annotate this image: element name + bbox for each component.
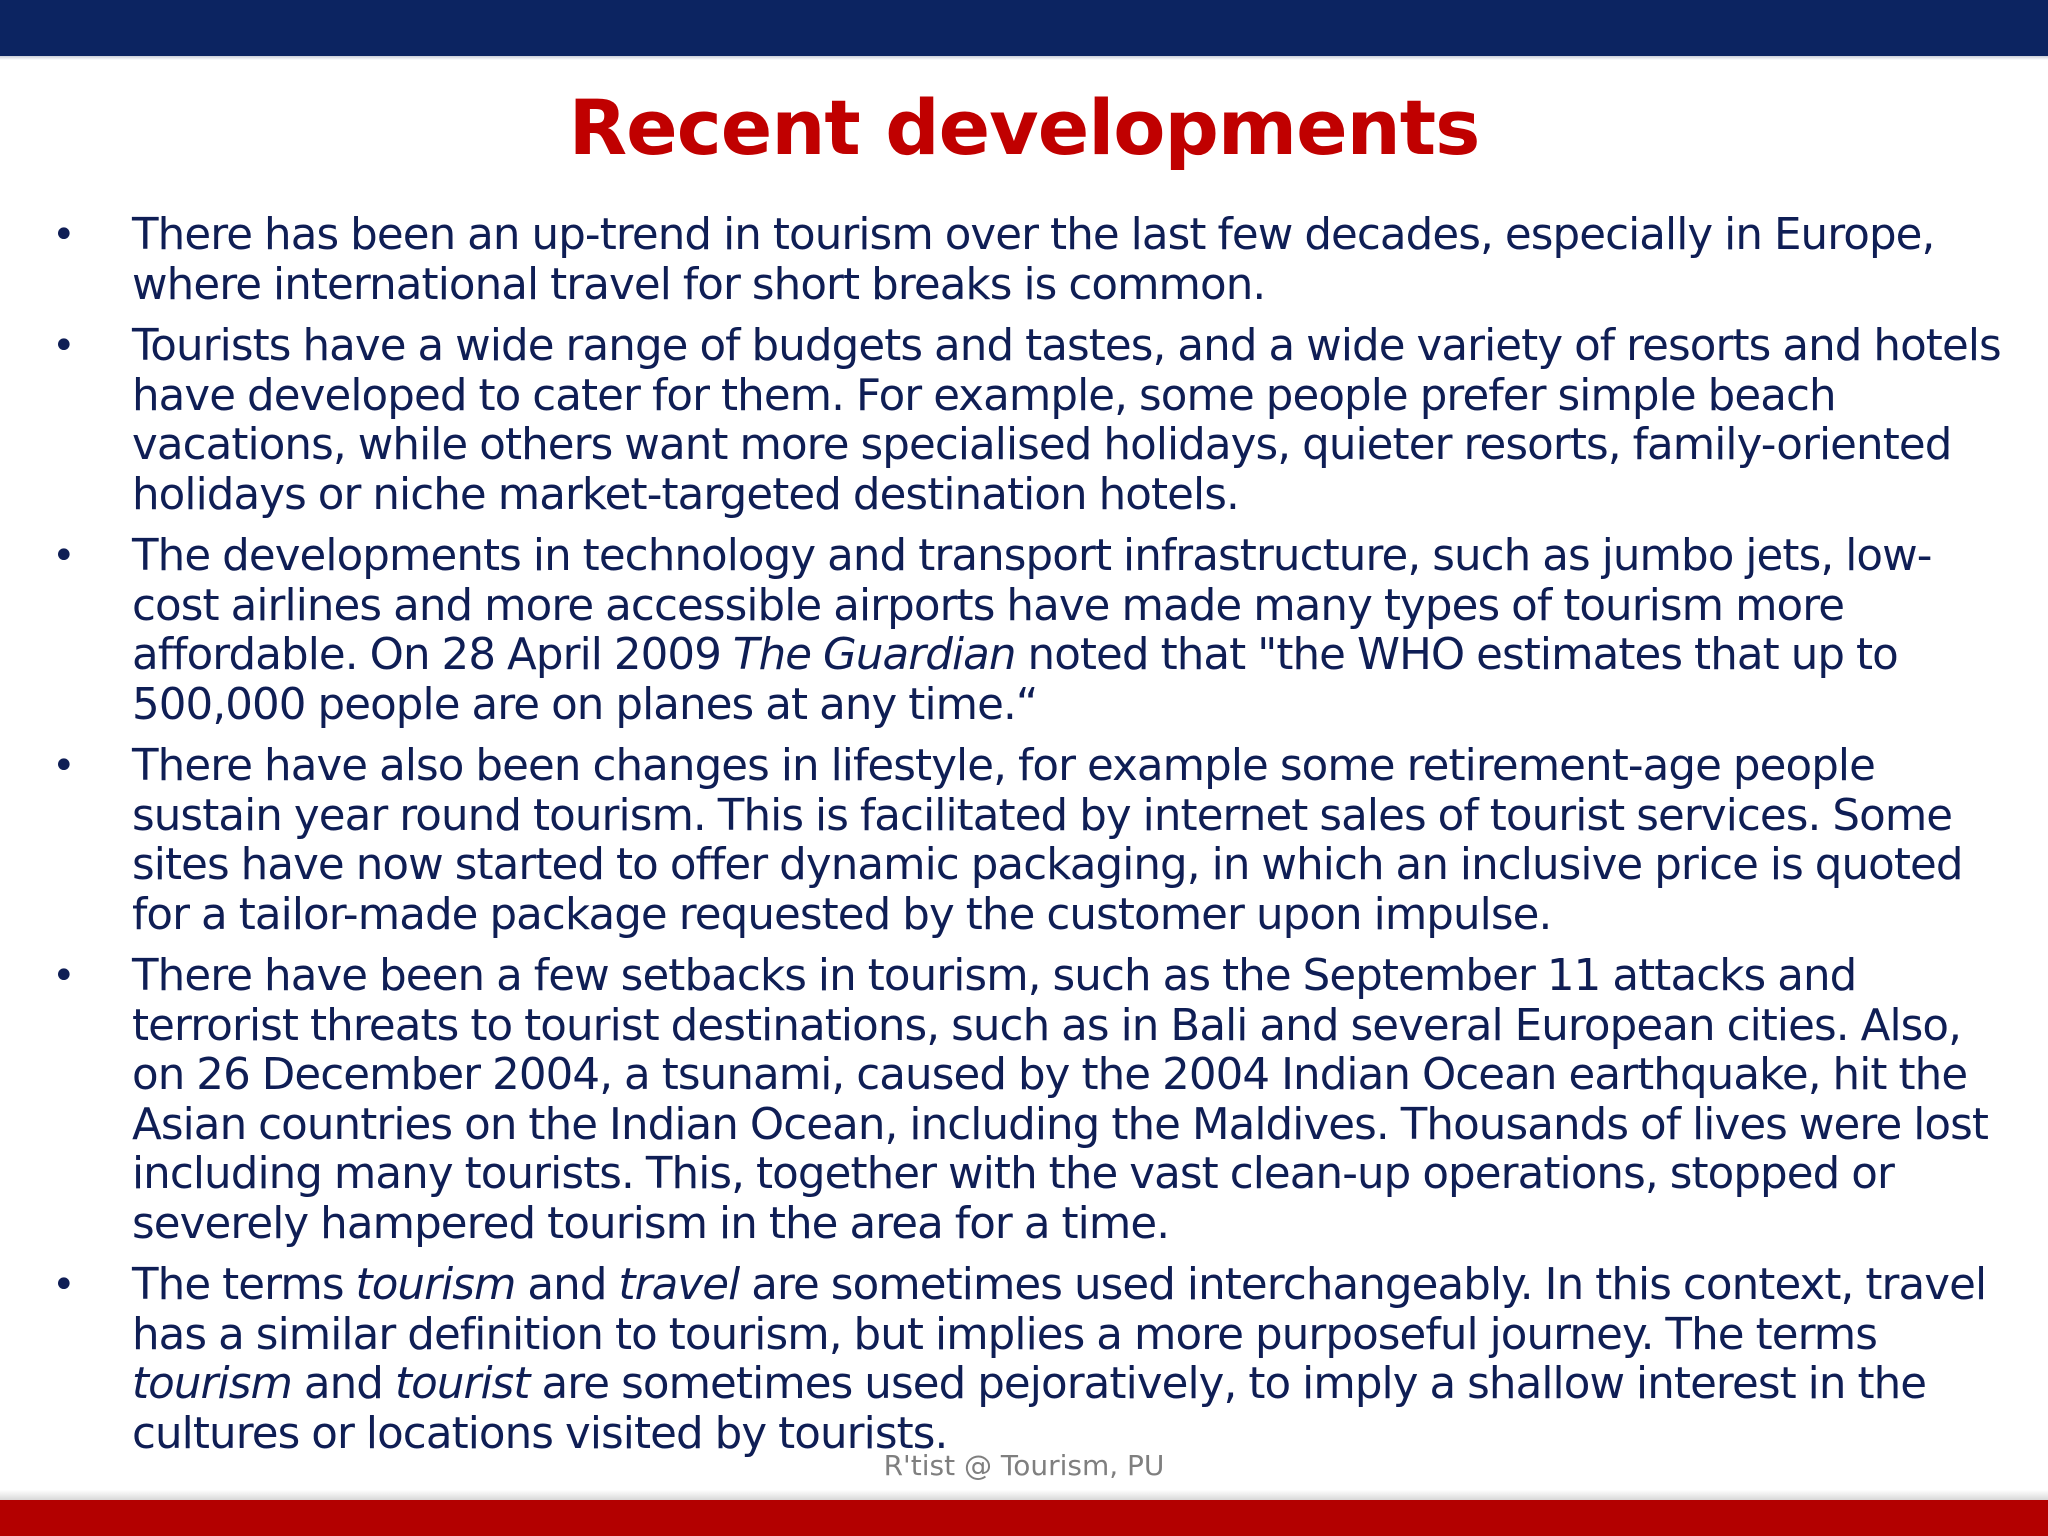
- text-segment: are sometimes used pejoratively, to imply a shallow interest in the: [529, 1359, 1927, 1409]
- bullet-text-line: [132, 582, 2008, 632]
- bullet-text-line: [132, 1311, 2008, 1361]
- bullet-text-line: [132, 1360, 2008, 1410]
- slide-title: Recent developments: [568, 83, 1480, 172]
- text-segment: vacations, while others want more specialised holidays, quieter resorts, family-oriented: [132, 420, 1952, 470]
- bullet-dot: •: [52, 743, 75, 789]
- text-segment: and: [291, 1359, 395, 1409]
- text-segment: Asian countries on the Indian Ocean, including the Maldives. Thousands of lives were lost: [132, 1099, 1989, 1150]
- text-segment: The terms: [132, 1260, 356, 1310]
- bullet-text-line: [132, 952, 2008, 1002]
- text-segment: sustain year round tourism. This is facilitated by internet sales of tourist services. Some: [132, 790, 1953, 841]
- bullet-item: [0, 1261, 2048, 1459]
- text-segment: and: [515, 1260, 619, 1310]
- text-segment: holidays or niche market-targeted destination hotels.: [132, 469, 1239, 520]
- bullet-text-line: [132, 792, 2008, 842]
- text-segment: noted that "the WHO estimates that up to: [1015, 630, 1898, 680]
- footer-caption: R'tist @ Tourism, PU: [883, 1449, 1165, 1482]
- text-segment: has a similar definition to tourism, but implies a more purposeful journey. The terms: [132, 1309, 1878, 1360]
- text-segment: on 26 December 2004, a tsunami, caused by the 2004 Indian Ocean earthquake, hit the: [132, 1050, 1968, 1100]
- text-segment: where international travel for short breaks is common.: [132, 259, 1266, 310]
- header-bar-shadow: [0, 56, 2048, 60]
- bullet-text-line: [132, 1002, 2008, 1052]
- bullet-text-line: [132, 211, 2008, 261]
- bullet-text-line: [132, 1051, 2008, 1101]
- bullet-dot: •: [52, 212, 75, 258]
- bullet-text-line: [132, 631, 2008, 681]
- text-segment: Tourists have a wide range of budgets and tastes, and a wide variety of resorts and hotels: [132, 321, 2001, 371]
- bullet-list: [0, 211, 2048, 1471]
- text-segment: severely hampered tourism in the area for a time.: [132, 1198, 1170, 1249]
- text-segment: are sometimes used interchangeably. In this context, travel: [739, 1260, 1987, 1310]
- header-bar: [0, 0, 2048, 56]
- bullet-text-line: [132, 261, 2008, 311]
- bullet-item: [0, 742, 2048, 940]
- bullet-item: [0, 322, 2048, 520]
- text-segment: affordable. On 28 April 2009: [132, 630, 733, 680]
- italic-text: The Guardian: [732, 630, 1016, 680]
- bullet-text-line: [132, 681, 2008, 731]
- bullet-item: [0, 532, 2048, 730]
- text-segment: The developments in technology and transport infrastructure, such as jumbo jets, low-: [132, 531, 1932, 581]
- bullet-dot: •: [52, 533, 75, 579]
- text-segment: There have also been changes in lifestyle, for example some retirement-age people: [132, 741, 1875, 791]
- bullet-text-line: [132, 471, 2008, 521]
- footer-bar-shadow: [0, 1490, 2048, 1500]
- bullet-text-line: [132, 841, 2008, 891]
- bullet-dot: •: [52, 323, 75, 369]
- bullet-dot: •: [52, 953, 75, 999]
- bullet-text-line: [132, 532, 2008, 582]
- text-segment: 500,000 people are on planes at any time.“: [132, 679, 1038, 730]
- bullet-text-line: [132, 1200, 2008, 1250]
- text-segment: cultures or locations visited by tourists.: [132, 1408, 948, 1459]
- text-segment: for a tailor-made package requested by the customer upon impulse.: [132, 889, 1552, 940]
- bullet-item: [0, 211, 2048, 310]
- italic-text: tourist: [394, 1359, 530, 1409]
- bullet-dot: •: [52, 1262, 75, 1308]
- italic-text: travel: [618, 1260, 740, 1310]
- bullet-item: [0, 952, 2048, 1249]
- bullet-text-line: [132, 891, 2008, 941]
- bullet-text-line: [132, 1261, 2008, 1311]
- text-segment: terrorist threats to tourist destinations, such as in Bali and several European cities. Also,: [132, 1000, 1962, 1051]
- bullet-text-line: [132, 742, 2008, 792]
- footer-bar: [0, 1500, 2048, 1536]
- italic-text: tourism: [355, 1260, 516, 1310]
- text-segment: have developed to cater for them. For example, some people prefer simple beach: [132, 370, 1836, 421]
- text-segment: cost airlines and more accessible airports have made many types of tourism more: [132, 580, 1845, 631]
- bullet-text-line: [132, 1101, 2008, 1151]
- text-segment: There have been a few setbacks in tourism, such as the September 11 attacks and: [132, 951, 1857, 1001]
- text-segment: including many tourists. This, together with the vast clean-up operations, stopped or: [132, 1149, 1894, 1199]
- bullet-text-line: [132, 421, 2008, 471]
- italic-text: tourism: [132, 1359, 292, 1409]
- text-segment: There has been an up-trend in tourism over the last few decades, especially in Europe,: [132, 210, 1935, 260]
- bullet-text-line: [132, 1150, 2008, 1200]
- bullet-text-line: [132, 372, 2008, 422]
- bullet-text-line: [132, 322, 2008, 372]
- text-segment: sites have now started to offer dynamic packaging, in which an inclusive price is quoted: [132, 840, 1963, 890]
